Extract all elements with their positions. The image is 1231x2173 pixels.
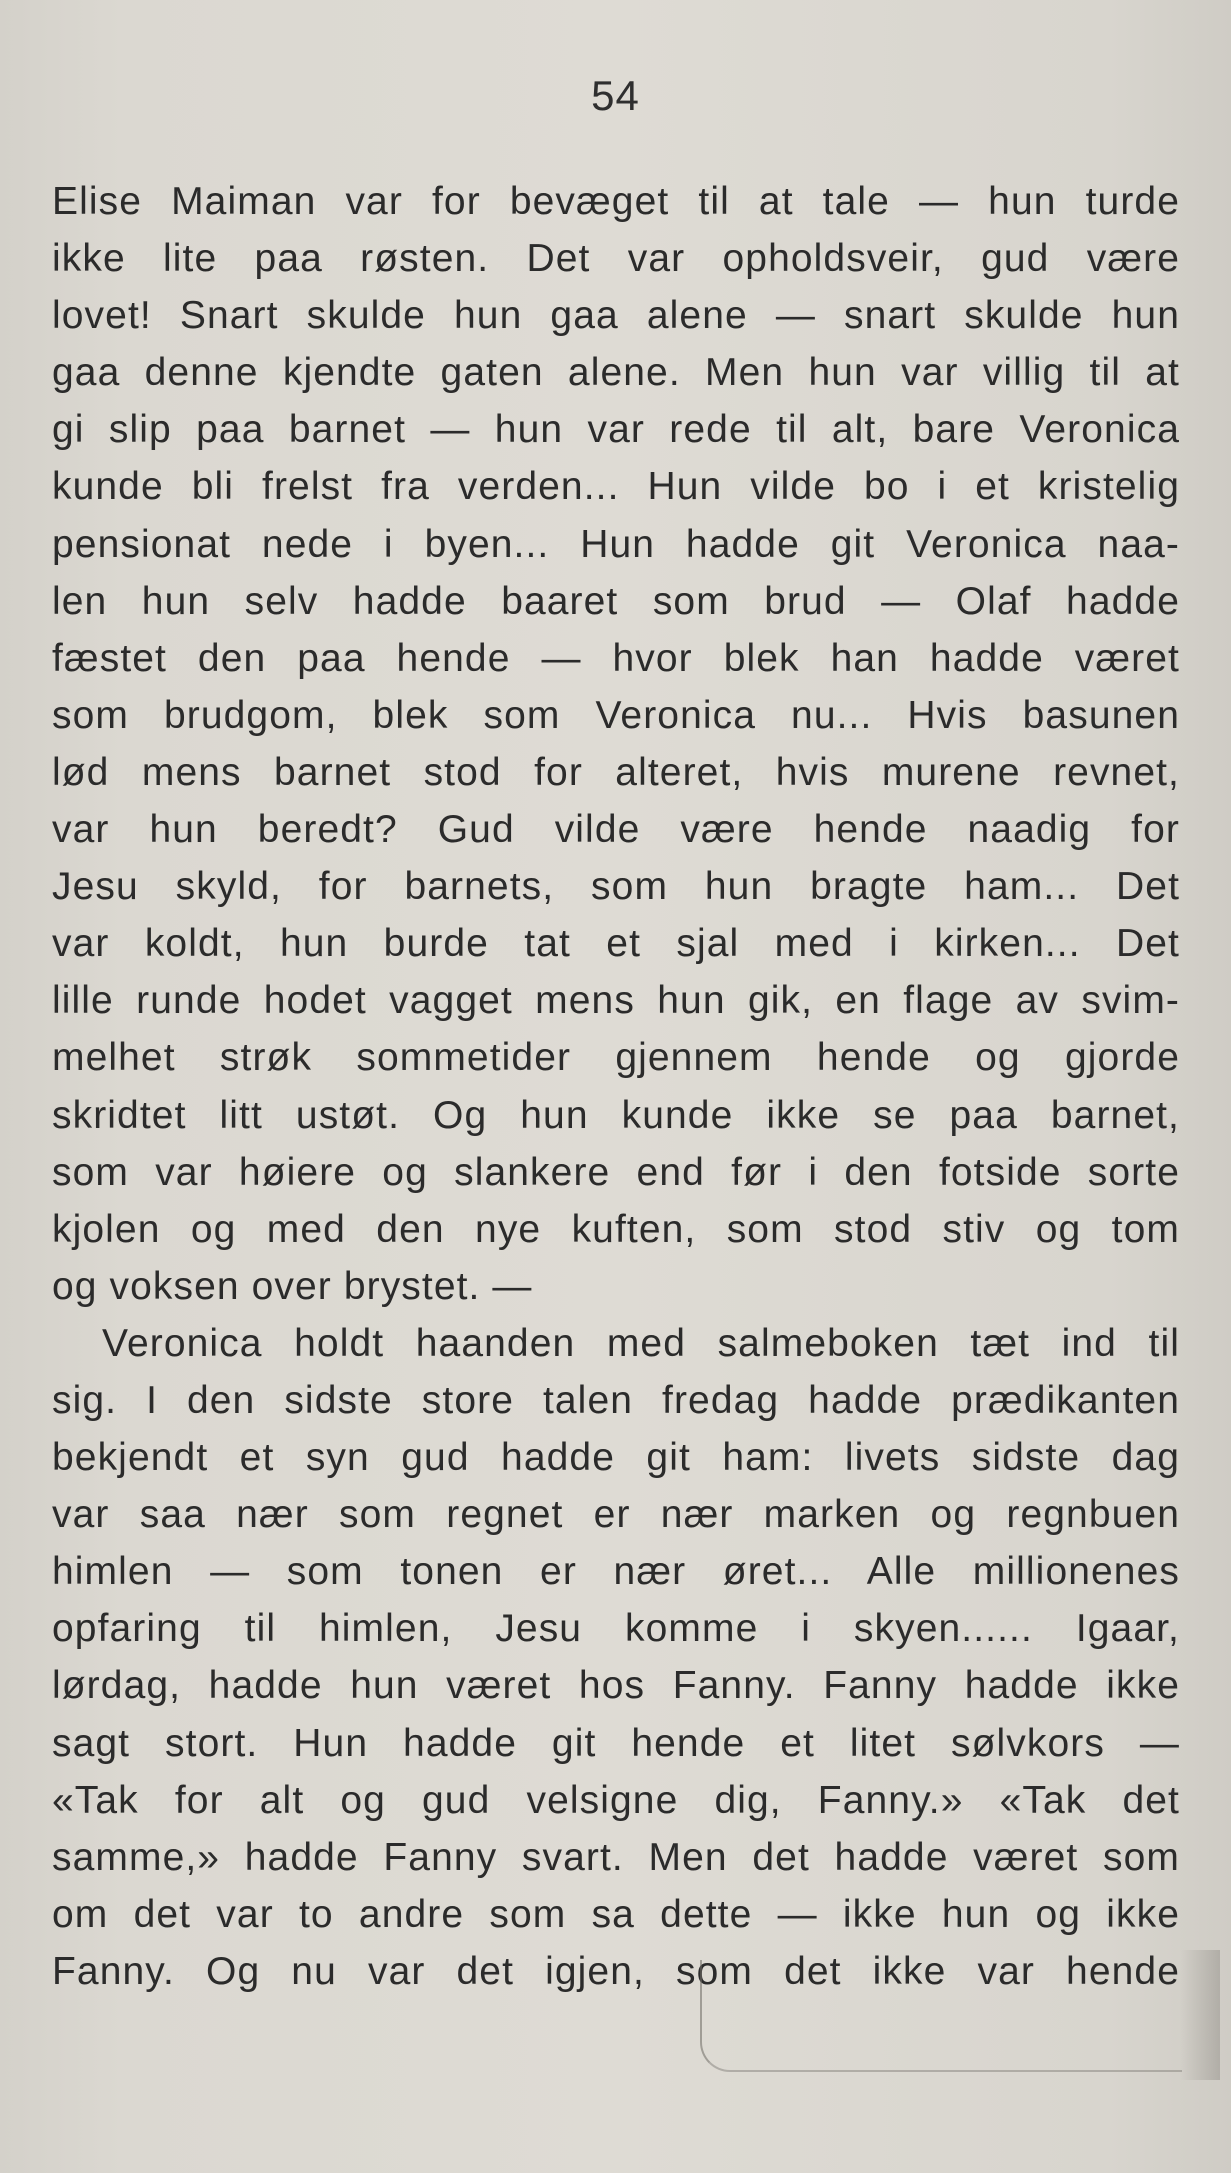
text-line-2: ikke lite paa røsten. Det var opholdsveir, gud være: [52, 237, 1180, 281]
text-line-17: skridtet litt ustøt. Og hun kunde ikke se paa barnet,: [52, 1093, 1180, 1137]
text-line-8: len hun selv hadde baaret som brud — Olaf hadde: [52, 579, 1180, 623]
text-line-29: «Tak for alt og gud velsigne dig, Fanny.» «Tak det: [52, 1778, 1180, 1822]
text-line-7: pensionat nede i byen... Hun hadde git Veronica naa-: [52, 522, 1180, 566]
text-line-31: om det var to andre som sa dette — ikke hun og ikke: [52, 1892, 1180, 1936]
page-number: 54: [591, 72, 640, 119]
text-line-13: Jesu skyld, for barnets, som hun bragte ham... Det: [52, 865, 1180, 909]
text-line-30: samme,» hadde Fanny svart. Men det hadde været som: [52, 1835, 1180, 1879]
text-line-5: gi slip paa barnet — hun var rede til alt, bare Veronica: [52, 408, 1180, 452]
body-text: [52, 173, 1180, 2000]
text-line-26: opfaring til himlen, Jesu komme i skyen...... Igaar,: [52, 1607, 1180, 1651]
text-line-21: Veronica holdt haanden med salmeboken tæt ind til: [102, 1321, 1180, 1365]
paper-edge-shadow: [1180, 1950, 1220, 2080]
text-line-14: var koldt, hun burde tat et sjal med i kirken... Det: [52, 922, 1180, 966]
text-line-28: sagt stort. Hun hadde git hende et litet sølvkors —: [52, 1721, 1180, 1765]
text-line-4: gaa denne kjendte gaten alene. Men hun var villig til at: [52, 351, 1180, 395]
text-line-11: lød mens barnet stod for alteret, hvis murene revnet,: [52, 750, 1180, 794]
text-line-27: lørdag, hadde hun været hos Fanny. Fanny hadde ikke: [52, 1664, 1180, 1708]
text-line-23: bekjendt et syn gud hadde git ham: livets sidste dag: [52, 1436, 1180, 1480]
text-line-24: var saa nær som regnet er nær marken og regnbuen: [52, 1493, 1180, 1537]
text-line-3: lovet! Snart skulde hun gaa alene — snart skulde hun: [52, 294, 1180, 338]
text-line-25: himlen — som tonen er nær øret... Alle millionenes: [52, 1550, 1180, 1594]
text-line-9: fæstet den paa hende — hvor blek han hadde været: [52, 636, 1180, 680]
text-line-32: Fanny. Og nu var det igjen, som det ikke var hende: [52, 1949, 1180, 1993]
text-line-22: sig. I den sidste store talen fredag hadde prædikanten: [52, 1378, 1180, 1422]
paper-fold-mark: [700, 1960, 1182, 2072]
text-line-16: melhet strøk sommetider gjennem hende og gjorde: [52, 1036, 1180, 1080]
text-line-20: og voksen over brystet. —: [52, 1264, 533, 1308]
text-line-15: lille runde hodet vagget mens hun gik, en flage av svim-: [52, 979, 1180, 1023]
text-line-10: som brudgom, blek som Veronica nu... Hvis basunen: [52, 693, 1180, 737]
text-line-1: Elise Maiman var for bevæget til at tale — hun turde: [52, 180, 1180, 223]
text-line-19: kjolen og med den nye kuften, som stod stiv og tom: [52, 1207, 1180, 1251]
text-line-6: kunde bli frelst fra verden... Hun vilde bo i et kristelig: [52, 465, 1180, 509]
text-line-12: var hun beredt? Gud vilde være hende naadig for: [52, 808, 1180, 852]
text-line-18: som var høiere og slankere end før i den fotside sorte: [52, 1150, 1180, 1194]
